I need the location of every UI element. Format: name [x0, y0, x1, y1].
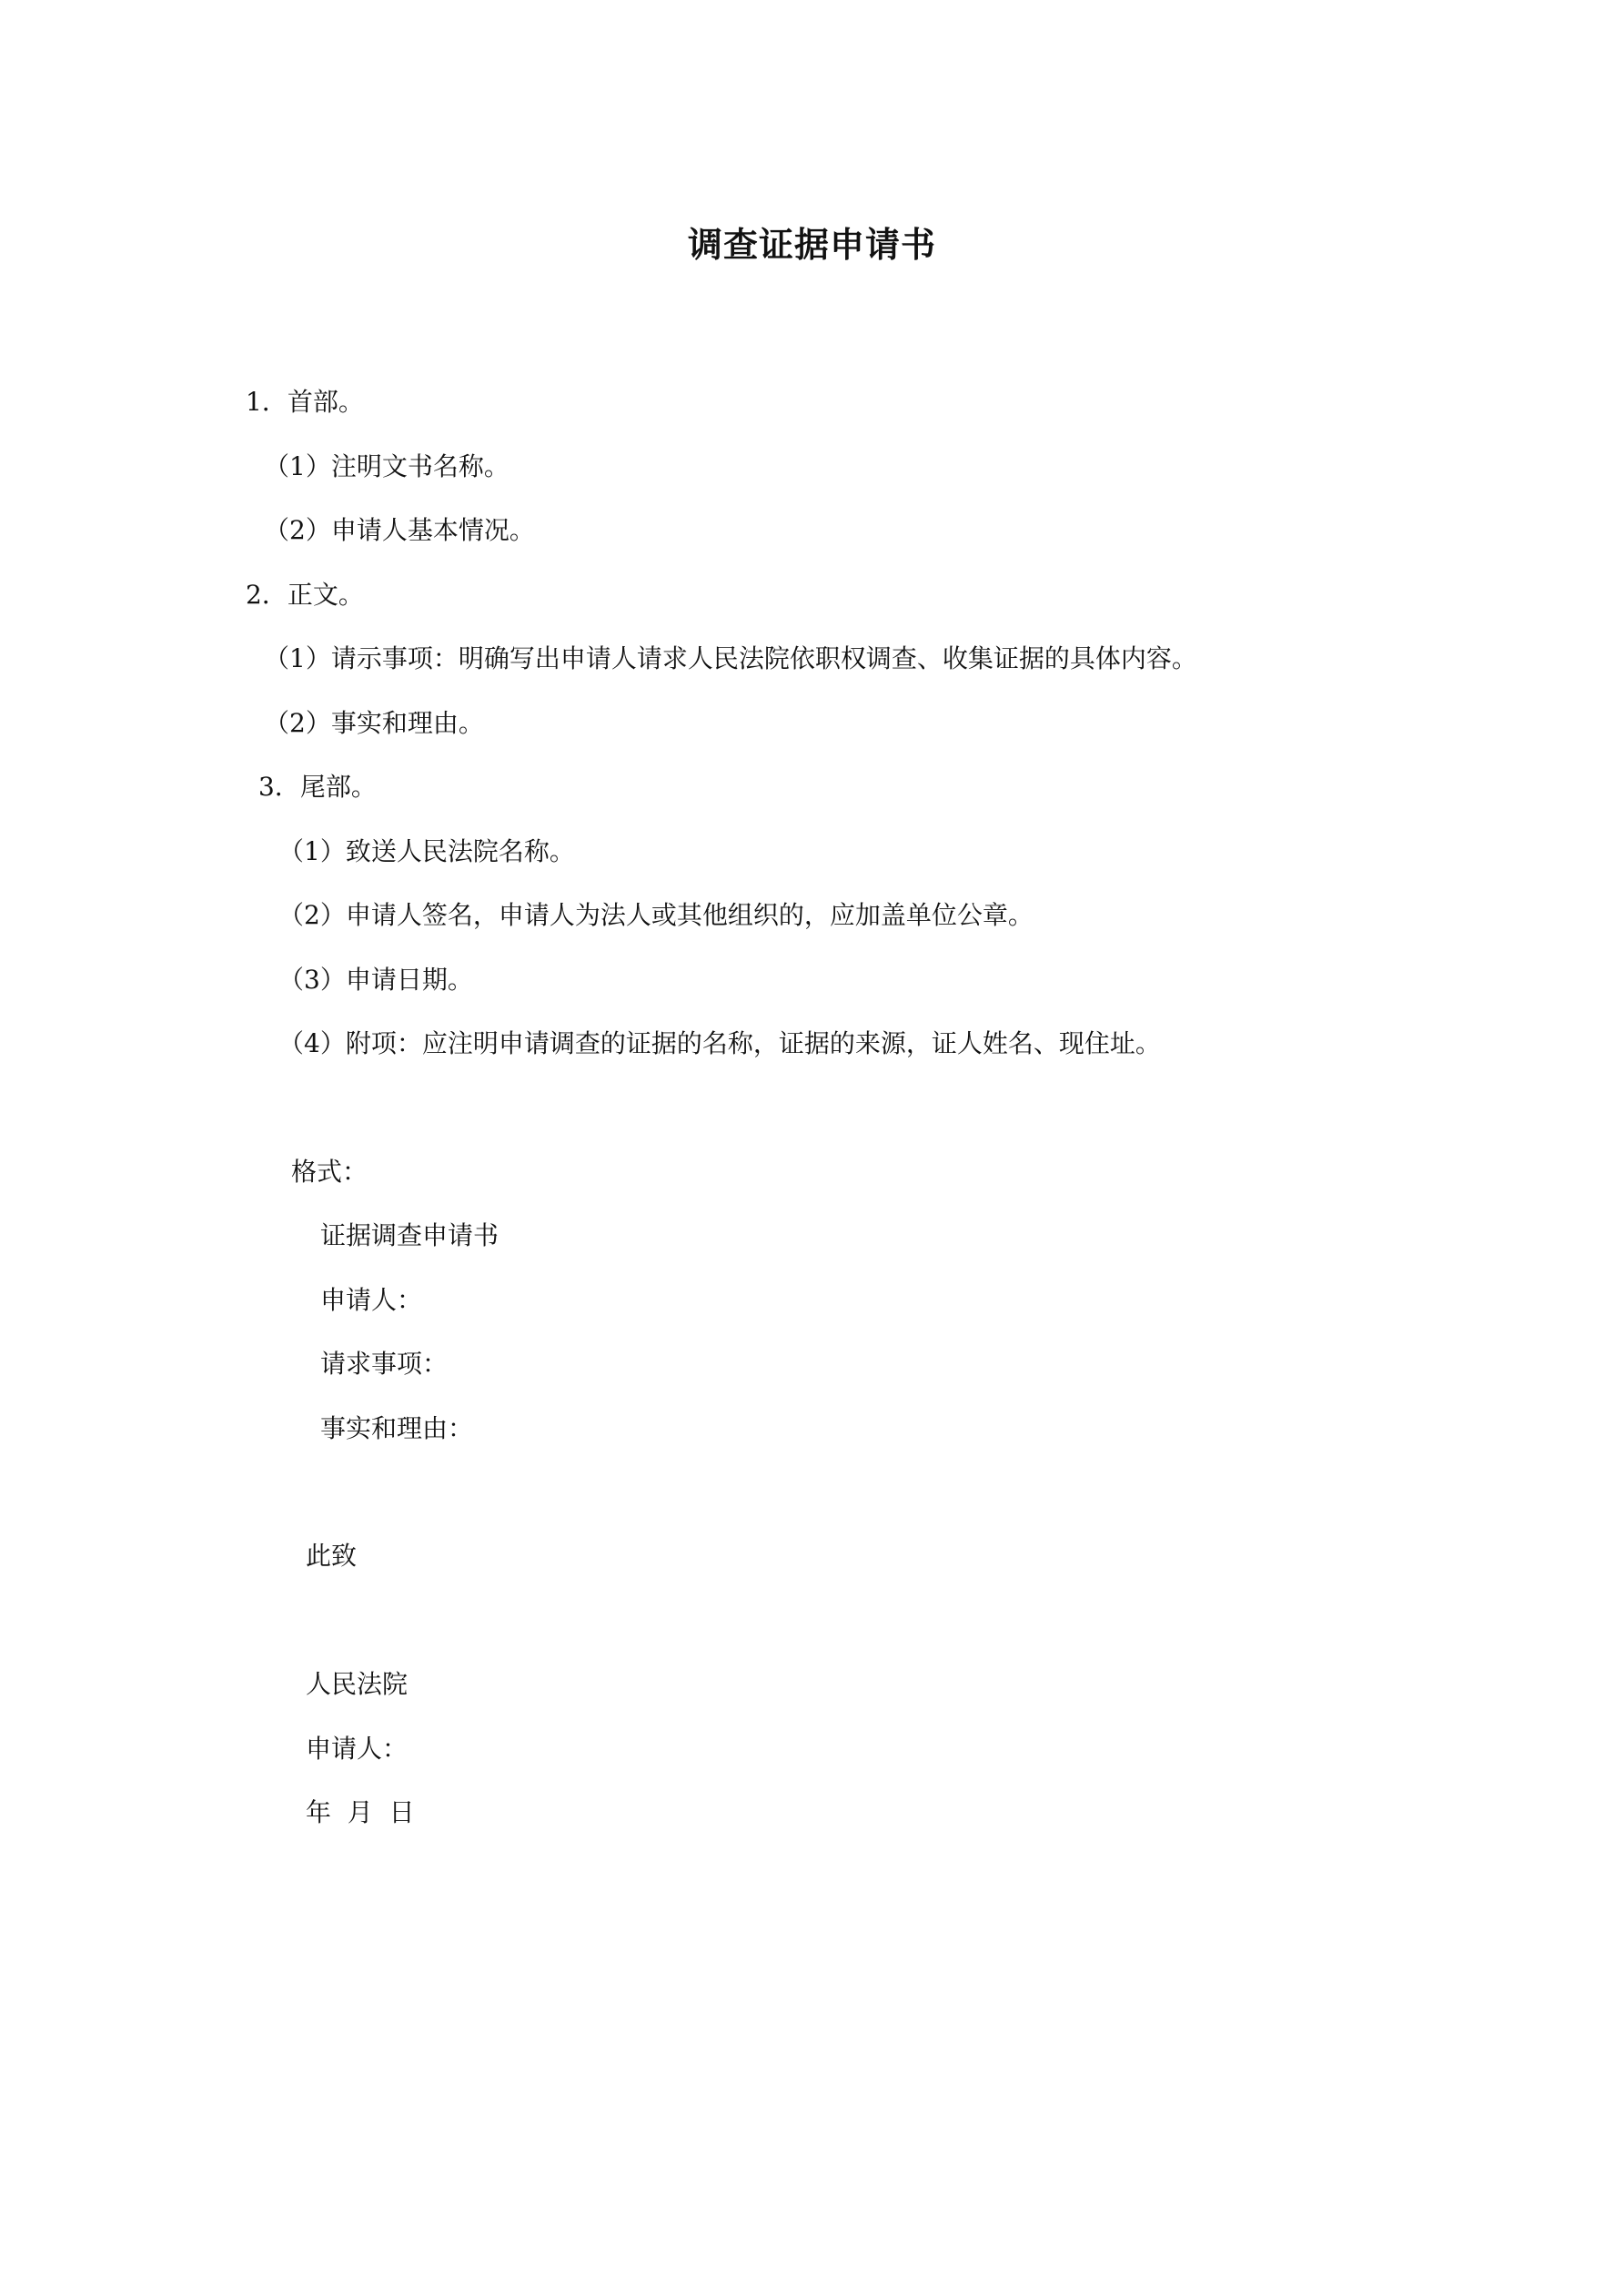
section-3-item-2: （2）申请人签名，申请人为法人或其他组织的，应加盖单位公章。 [278, 900, 1034, 930]
format-line-title: 证据调查申请书 [320, 1220, 499, 1250]
format-date: 年 月 日 [306, 1797, 415, 1827]
format-salutation: 此致 [306, 1541, 358, 1571]
format-line-request: 请求事项： [320, 1349, 449, 1379]
section-2-item-1: （1）请示事项：明确写出申请人请求人民法院依职权调查、收集证据的具体内容。 [264, 643, 1197, 673]
section-2-item-2: （2）事实和理由。 [264, 708, 484, 738]
format-line-facts: 事实和理由： [320, 1413, 474, 1443]
section-2-heading: 2．正文。 [246, 580, 364, 610]
format-signature-applicant: 申请人： [306, 1734, 409, 1764]
section-1-heading: 1．首部。 [246, 387, 364, 417]
format-court: 人民法院 [306, 1669, 409, 1699]
section-1-item-1: （1）注明文书名称。 [264, 451, 509, 481]
section-1-item-2: （2）申请人基本情况。 [264, 515, 535, 545]
section-3-heading: 3．尾部。 [258, 772, 377, 802]
format-line-applicant: 申请人： [320, 1285, 423, 1315]
section-3-item-1: （1）致送人民法院名称。 [278, 836, 575, 866]
section-3-item-4: （4）附项：应注明申请调查的证据的名称，证据的来源，证人姓名、现住址。 [278, 1028, 1161, 1058]
format-label: 格式： [291, 1157, 368, 1187]
document-title: 调查证据申请书 [687, 225, 936, 265]
section-3-item-3: （3）申请日期。 [278, 965, 473, 995]
